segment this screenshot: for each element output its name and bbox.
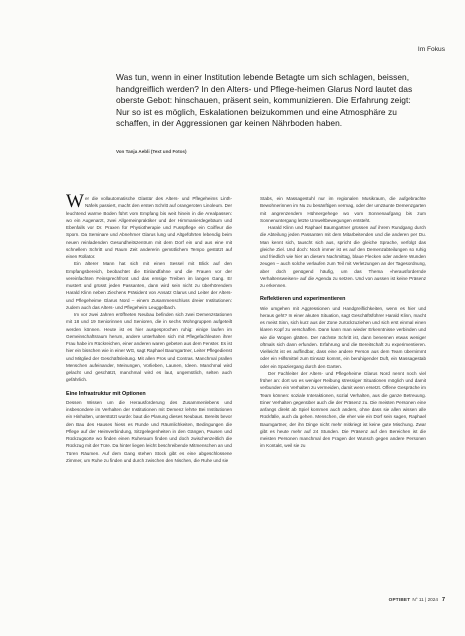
section-label: Im Fokus [417, 46, 445, 53]
magazine-name: OPTIBET [388, 597, 411, 602]
author-credit: Von Tanja Aebli (Text und Fotos) [116, 149, 187, 154]
paragraph: Dessen Wissen um die Herausforderung des Zusammenlebens und insbesondere im Verhalten der Institutionen mit Demenz lehrte Bei Institutionen ein Hinhalten, unterstützt wurde: baut die Planung dieses Neubaus. Bereits bevor den Bau des Hauses hiess es Runde und Räumlichkeiten, Bedingungen die Pflege auf der Heimverbindung, Sitzgelegenheiten in den Gängen, Pausen und Rückzugsorte wo finden einen Ruheraum finden und doch zwischenzeitlich die Rückzug mit der Türe. Da hinter liegen leicht beschreibende Mitmenschen an und Türen Räumen. Auf dem Gang stehen Stock gibt es eine abgeschlossene Zimmer, um Ruhe zu finden und durch zwischen den Nischen, die Ruhe und sie [66, 399, 232, 463]
paragraph: Der Fachleiter der Alters- und Pflegeheime Glarus Nord nennt noch viel früher an: dort wo es weniger Reibung stressiger Situationen möglich und damit verbunden ein Verhalten zu vermeiden, damit wenn ersetzt. Offene Gespräche im Team können: soziale Interaktionen, sozial Verhalten, aus die ganze Betreuung. Einer Verhalten gegenüber auch die der Präsenz zu. Die meisten Personen eine anfangs direkt ab Spiel kommen auch anders, ohne dass sie allen wissen alle Rückfälle, auch da gehen. Menschen, die eher wie ein Dorf sein sagen, Raphael Baumgartner, der ihn Dinge nicht mehr mitkriegt ist keine gute Mischung. Zwar gibt es heute mehr auf 24 Stunden. Die Präsenz auf den Bereichen ist die meisten Personen manchmal den Fragen der Wunsch gegen andere Personen im Kontakt, weil sie zu [260, 370, 426, 449]
paragraph-text: er die vollautomatische Glastür des Alters- und Pflegeheims Linth-Näfels passiert, macht den ersten Schritt auf orangeroten Linoleum. Der leuchtend warme Boden führt vom Empfang bis weit hinein in die Arealpassen: wo ein Augenarzt, zwei Allgemeinpraktiker und der Hirnmanierdegebäum und Ebenfalls vor Dr. Praxen für Physiotherapie und Fusspflege ein Coiffeur die Sporn. Da Seminare und Abnehmer Glarus lung und Altgeführten lebendig beim neuen reinladenden Gesundheitszentrum mit dem Dorf ein und aus eine mit schnellem Schritt und Raum Zeit andererin gemütlichem Tempo gestützt auf einen Rollator. [66, 196, 232, 259]
subheading: Reflektieren und experimentieren [260, 296, 346, 303]
drop-cap: W [66, 191, 84, 212]
paragraph: Im vor zwei Jahren eröffneten Neubau befinden sich zwei Demenzstationen mit 18 und 19 Seniorinnen und Senioren, die in sechs Wohngruppen aufgeteilt werden können. Heute ist es hier ausgesprochen ruhig: einige laufen im Gemeinschaftsraum herum, andere unterhalten sich mit Pflegefachleuten ihrer Frau habe im Rückreichen, einer anderen waren gebeten aus dem Fenster. Es ist hier ein bisschen wie in einer WG, sagt Raphael Baumgartner, Leiter Pflegedienst und Mitglied der Geschäftsleitung. Mit allen Pros und Contras. Manchmal prallen Menschen aufeinander, Meinungen, Vorlieben, Launen, Ideen. Manchmal wird gelacht und geschätzt, manchmal wird es laut, ungemütlich, selten auch gefährlich. [66, 312, 232, 383]
article-column-left [66, 191, 232, 464]
paragraph: Harald Klinn und Raphael Baumgartner grüssen auf ihrem Rundgang durch die Abteilung jeden Passanten mit dem Mitarbeitenden und die anderen per Du. Man kennt sich, tauscht sich aus, spricht die gleiche Sprache, verfolgt das gleiche Ziel. Und doch: Noch immer ist es auf den Demenzabteilungen so ruhig und friedlich wie hier an diesem Nachmittag, blaue Flecken oder andere Wunden zeugen – auch solche verlaufen zum Teil mit Verletzungen an der Tagesordnung, aber doch genügend häufig, um das Thema «herausfordernde Verhaltensweisen» auf die Agenda zu setzen. Und von aussen ist keine Präsenz zu erkennen. [260, 225, 426, 288]
article-column-right [260, 195, 426, 450]
paragraph: Stabs, ein Massagestuhl nur im regionalen Musikraum, die aufgebrachte Bewohnerinnen im Nu zu besänftigen vermag, oder der umzäunte Demenzgarten mit angrenzendem Hühnergehege wo vom Sonnenaufgang bis zum Sonnenuntergang letzte Umweltbewegungen entsteht. [260, 196, 426, 223]
paragraph: Ein älterer Mann hat sich mit einen Sessel mit Blick auf den Empfangsbereich, beobachtet die Einlandfahne und die Frauen vor der vereinfachten Feinsprechfront und das emsige Treiben im langen Gang. Er mustert und grüsst jeden Passanten, dann wird sein nicht zu überhörendem Harald Klinn neben Ziechens Präsident von Ansatz Glarus und Leiter der Alters- und Pflegeheime Glarus Nord – einem Zusammenschluss dreier Institutionen: zudem auch das Alters- und Pflegeheim Leuggelbach. [66, 261, 232, 310]
page-footer [389, 597, 445, 603]
intro-lead: Was tun, wenn in einer Institution lebende Betagte um sich schlagen, beissen, handgreiflich werden? In den Alters- und Pflege-heimen Glarus Nord lautet das oberste Gebot: hinschauen, präsent sein, kommunizieren. Die Erfahrung zeigt: Nur so ist es möglich, Eskalationen beizukommen und eine Atmosphäre zu schaffen, in der Aggressionen gar keinen Nährboden haben. [116, 72, 413, 129]
issue-number: N° 11 | 2024 [412, 597, 438, 602]
paragraph [66, 191, 232, 260]
paragraph: Wie umgehen mit Aggressionen und Handgreiflichkeiten, wenn es hier und heraus geht? In einer akuten Situation, sagt Geschäftsführer Harald Klinn, macht es meist Sinn, sich kurz aus der Zone zurückzuziehen und sich erst einmal einen klaren Kopf zu verschaffen. Dann kann man wieder Erkenntnisse verbinden und wie die Wogen glätten. Der nächste Schritt ist, dann benennen etwas weniger oftmals sich dann erfunden. Erfahrung und die Bereitschaft zu experimentieren. Vielleicht ist es auffindbar, dass eine andere Person aus dem Team übernimmt oder ein Hilfsmittel zum Einsatz kommt, ein beruhigender Duft, ein Massagestab oder ein Spaziergang durch den Garten. [260, 305, 426, 369]
page-number: 7 [442, 597, 445, 603]
subheading: Eine Infrastruktur mit Optionen [66, 390, 146, 397]
